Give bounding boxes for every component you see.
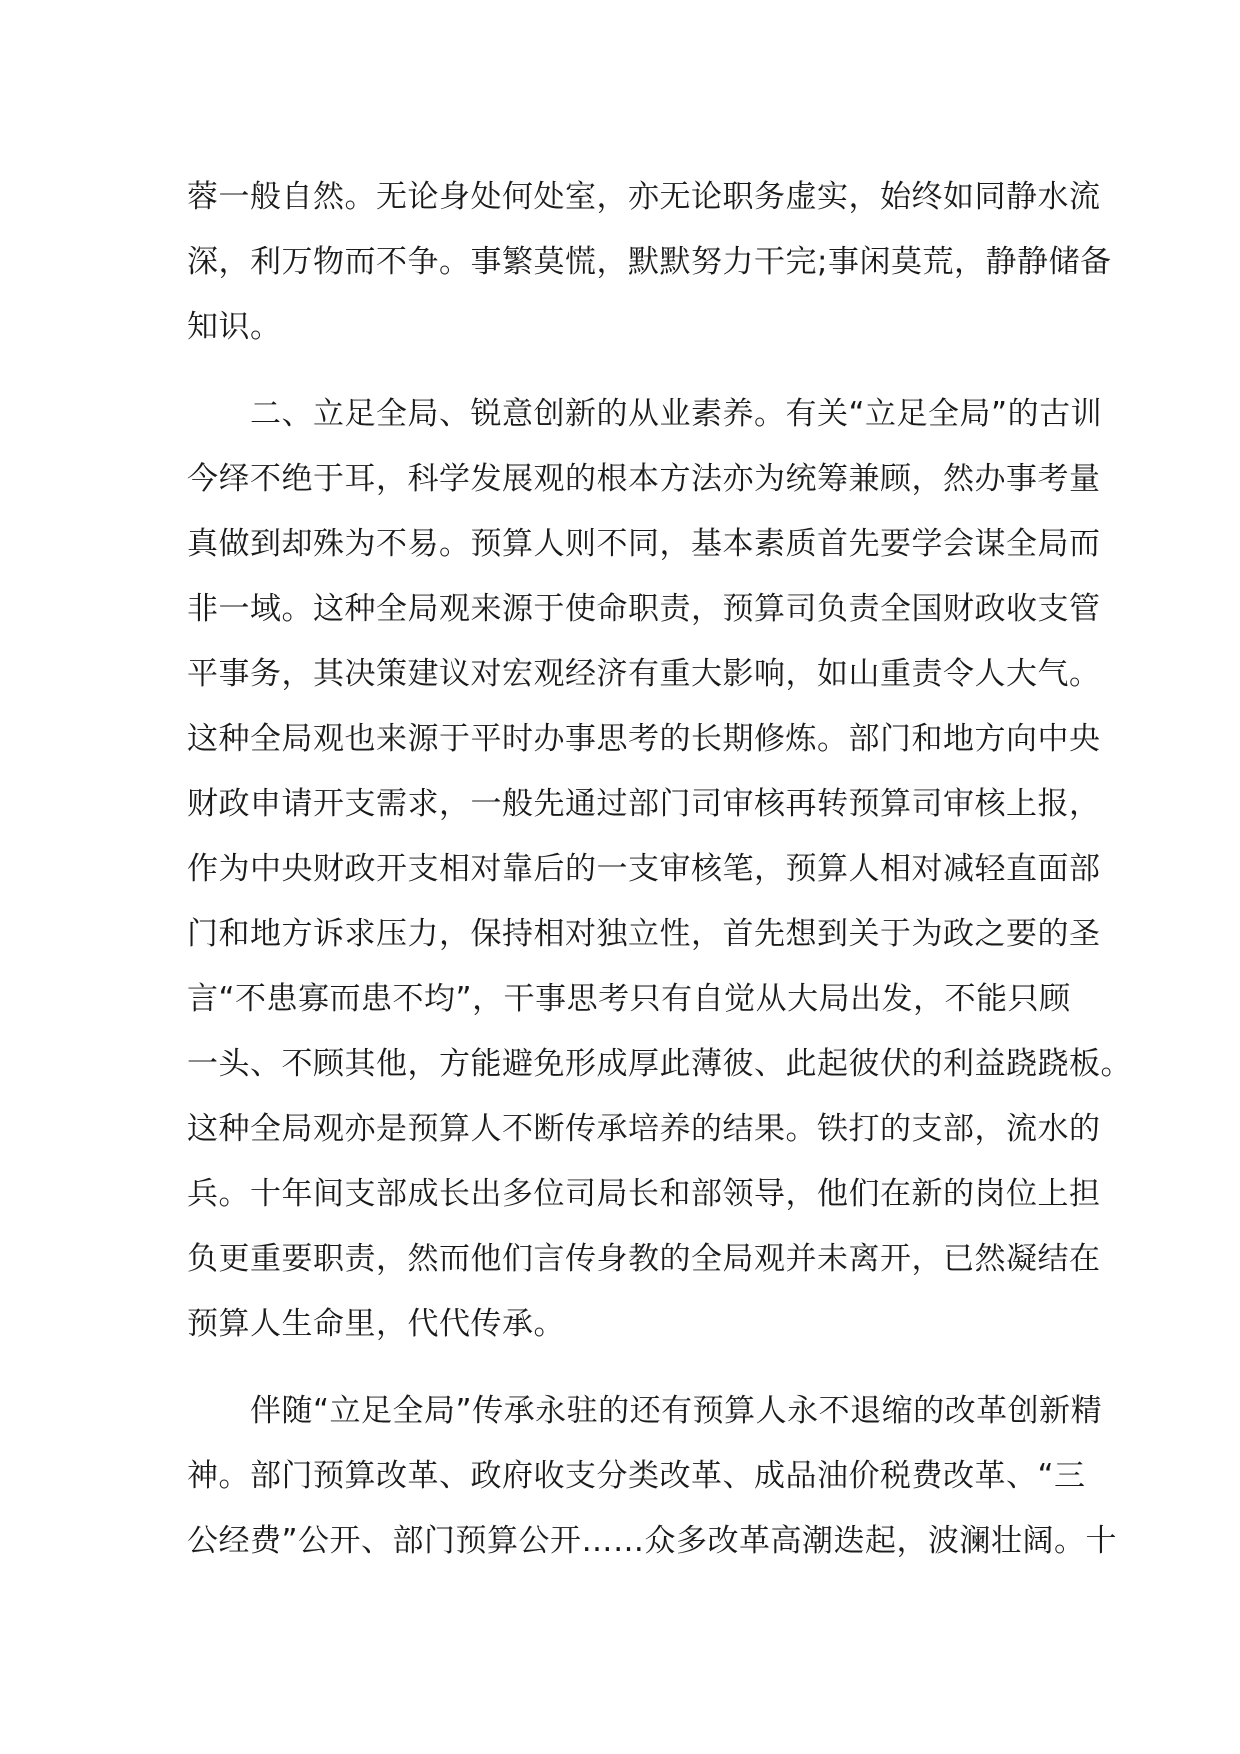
text-line: 作为中央财政开支相对靠后的一支审核笔，预算人相对减轻直面部 (187, 851, 1101, 887)
text-line: 今绎不绝于耳，科学发展观的根本方法亦为统筹兼顾，然办事考量 (187, 461, 1101, 497)
paragraph-3 (187, 1379, 1118, 1574)
text-line: 二、立足全局、锐意创新的从业素养。有关“立足全局”的古训 (187, 396, 1103, 432)
text-line: 真做到却殊为不易。预算人则不同，基本素质首先要学会谋全局而 (187, 526, 1101, 562)
paragraph-gap (187, 360, 1057, 382)
text-line: 言“不患寡而患不均”，干事思考只有自觉从大局出发，不能只顾 (187, 981, 1071, 1017)
document-body (187, 165, 1132, 1574)
text-line: 知识。 (187, 309, 282, 345)
text-line: 非一域。这种全局观来源于使命职责，预算司负责全国财政收支管 (187, 591, 1101, 627)
text-line: 门和地方诉求压力，保持相对独立性，首先想到关于为政之要的圣 (187, 916, 1101, 952)
text-line: 这种全局观亦是预算人不断传承培养的结果。铁打的支部，流水的 (187, 1111, 1101, 1147)
text-line: 伴随“立足全局”传承永驻的还有预算人永不退缩的改革创新精 (187, 1393, 1103, 1429)
text-line: 公经费”公开、部门预算公开……众多改革高潮迭起，波澜壮阔。十 (187, 1523, 1118, 1559)
text-line: 这种全局观也来源于平时办事思考的长期修炼。部门和地方向中央 (187, 721, 1101, 757)
text-line: 一头、不顾其他，方能避免形成厚此薄彼、此起彼伏的利益跷跷板。 (187, 1046, 1132, 1082)
text-line: 兵。十年间支部成长出多位司局长和部领导，他们在新的岗位上担 (187, 1176, 1101, 1212)
text-line: 预算人生命里，代代传承。 (187, 1306, 565, 1342)
text-line: 财政申请开支需求，一般先通过部门司审核再转预算司审核上报， (187, 786, 1101, 822)
text-line: 平事务，其决策建议对宏观经济有重大影响，如山重责令人大气。 (187, 656, 1101, 692)
text-line: 蓉一般自然。无论身处何处室，亦无论职务虚实，始终如同静水流 (187, 179, 1101, 215)
text-line: 负更重要职责，然而他们言传身教的全局观并未离开，已然凝结在 (187, 1241, 1101, 1277)
paragraph-1 (187, 165, 1112, 360)
text-line: 深，利万物而不争。事繁莫慌，默默努力干完;事闲莫荒，静静储备 (187, 244, 1112, 280)
paragraph-gap (187, 1357, 1057, 1379)
text-line: 神。部门预算改革、政府收支分类改革、成品油价税费改革、“三 (187, 1458, 1086, 1494)
paragraph-2 (187, 382, 1132, 1357)
